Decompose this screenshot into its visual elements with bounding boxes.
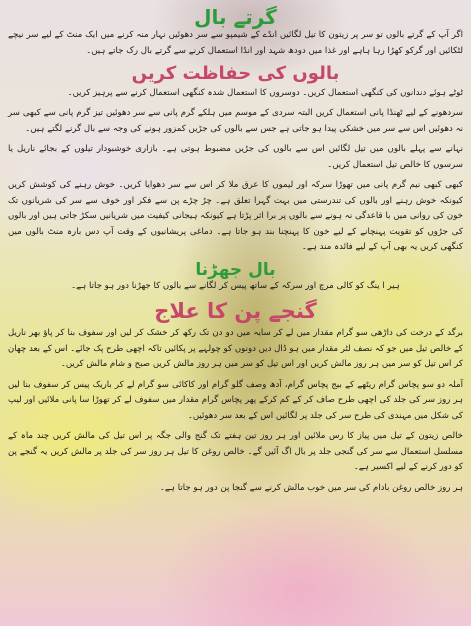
paragraph-olive-onion: خالص زیتون کے تیل میں پیاز کا رس ملائیں اور ہر روز تین ہفتے تک گنج والی جگہ پر اس تیل کی مالش کریں چند ماہ کے مسلسل استعمال سے سر کی گنجی جلد پر بال اگ آئیں گے۔ خالص روغن کا تیل ہر روز سر کی جلد پر مالش کریں یہ گنجے پن کو دور کرنے کے لیے اکسیر ہے۔: [8, 431, 463, 473]
paragraph-comb: ٹوٹے ہوئے دندانوں کی کنگھی استعمال کریں۔ دوسروں کا استعمال شدہ کنگھی استعمال کرنے سے پرہیز کریں۔: [67, 87, 463, 98]
paragraph-amla: آملہ دو سو پچاس گرام ریٹھے کے بیج پچاس گرام، آدھ وصف گلو گرام اور کاکائی سو گرام لے کر باریک پیس کر سفوف بنا لیں ہر روز سر کی جلد کی اچھی طرح صاف کر کے کم کرکے پھر پچاس گرام مقدار میں سفوف لے کر تھوڑا سا پانی ملائیں اور لیپ کی شکل میں مہندی کی طرح سر کی جلد پر لگائیں اس کے بعد سر دھوئیں۔: [8, 379, 463, 421]
heading-protect-hair: بالوں کی حفاظت کریں: [131, 63, 340, 84]
paragraph-banyan: برگد کے درخت کی داڑھی سو گرام مقدار میں لے کر سایہ میں دو دن تک رکھ کر خشک کر لیں اور سفوف بنا کر پاؤ بھر ناریل کے خالص تیل میں جو کہ نصف لٹر مقدار میں ہو ڈال دیں دونوں کو چولہے پر پکائیں تاکہ اچھی طرح پک جائے۔ اس کے بعد چھان کر اس تیل کو سر میں ہر روز مالش کریں اور اس تیل کو سر میں ہر روز مالش کریں صبح و شام مالش کریں۔: [8, 328, 463, 370]
paragraph-lemon: کبھی کبھی نیم گرم پانی میں تھوڑا سرکہ اور لیموں کا عرق ملا کر اس سے سر دھوایا کریں۔ خوش رہنے کی کوشش کریں کیونکہ خوش رہنے اور بالوں کی تندرستی میں بہت گہرا تعلق ہے۔ چڑ چڑے پن سے فکر اور خوف سے سر کی شریانوں تک خون کی روانی میں با قاعدگی نہ ہونے سے بالوں پر برا اثر پڑتا ہے کیونکہ ہیجانی کیفیت میں شریانیں سکڑ جاتی ہیں اور بالوں کی جڑوں کو تقویت پہنچانے کے لیے خون کا پہنچنا بند ہو جاتا ہے۔ دماغی پریشانیوں کے وقت آپ دس بارہ منٹ بالوں میں کنگھی کریں یہ بھی آپ کے لیے فائدہ مند ہے۔: [8, 180, 463, 253]
paragraph-almond: ہر روز خالص روغن بادام کی سر میں خوب مالش کرنے سے گنجا پن دور ہو جاتا ہے۔: [159, 482, 463, 493]
heading-hair-fall: بال جھڑنا: [195, 259, 276, 280]
paragraph-pepper: ہیر ا ینگ کو کالی مرچ اور سرکہ کے ساتھ پیس کر لگانے سے بالوں کا جھڑنا دور ہو جاتا ہے۔: [71, 281, 400, 292]
paragraph-oil: نہانے سے پہلے بالوں میں تیل لگائیں اس سے بالوں کی جڑیں مضبوط ہوتی ہے۔ بازاری خوشبودار تیلوں کے بجائے ناریل یا سرسوں کا خالص تیل استعمال کریں۔: [8, 144, 463, 170]
paragraph-water: سردھونے کے لیے ٹھنڈا پانی استعمال کریں البتہ سردی کے موسم میں ہلکے گرم پانی سے سر دھوئیں تیز گرم پانی سے کبھی سر نہ دھوئیں اس سے سر میں خشکی پیدا ہو جاتی ہے جس سے بالوں کی جڑیں کمزور ہونے کی وجہ سے بال گرنے لگتے ہیں۔: [8, 108, 463, 134]
paragraph-intro: اگر آپ کے گرتے بالوں تو سر پر زیتون کا تیل لگائیں انڈے کے شیمپو سے سر دھوئیں نہار منہ کرنے میں ایک منٹ کے لیے سر نیچے لٹکائیں اور گرکو کھڑا رہا ہاہے اور غذا میں دودھ شہد اور انڈا استعمال کرنے سے گرتے بال رک جاتے ہیں۔: [8, 30, 463, 56]
title-falling-hair: گرتے بال: [194, 5, 277, 29]
article-content: [8, 4, 463, 501]
heading-baldness-treatment: گنجے پن کا علاج: [154, 298, 317, 323]
